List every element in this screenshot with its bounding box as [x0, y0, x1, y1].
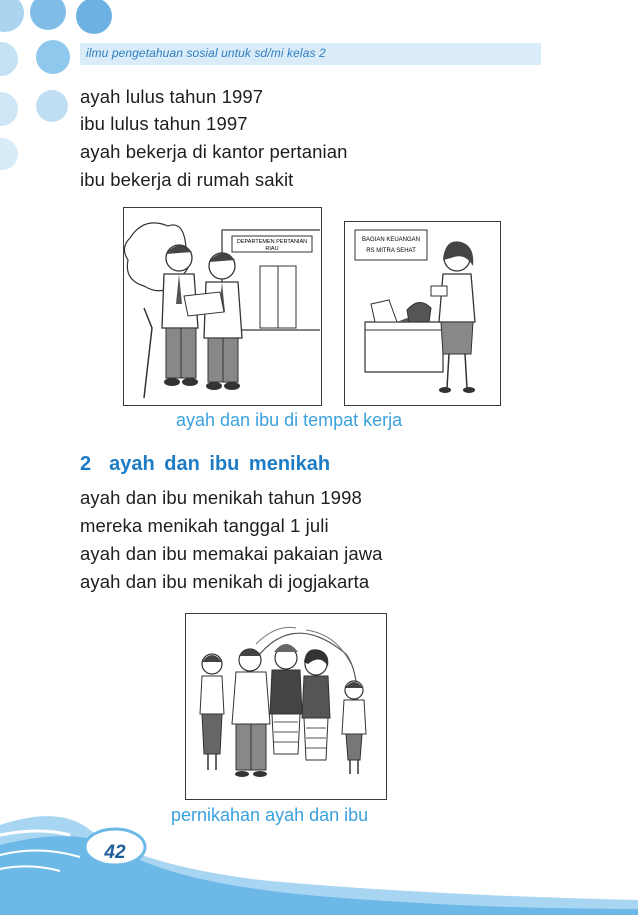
office-sign-line1: DEPARTEMEN PERTANIAN — [236, 239, 308, 245]
text-line: ibu bekerja di rumah sakit — [80, 169, 294, 190]
illustration-office — [123, 207, 322, 406]
text-line: ibu lulus tahun 1997 — [80, 113, 248, 134]
office-sign-line2: RIAU — [265, 246, 279, 252]
text-line: ayah dan ibu menikah tahun 1998 — [80, 487, 362, 508]
text-line: ayah bekerja di kantor pertanian — [80, 141, 348, 162]
header-title: ilmu pengetahuan sosial untuk sd/mi kelas 2 — [86, 46, 326, 60]
text-line: ayah lulus tahun 1997 — [80, 86, 264, 107]
hospital-sign-line2: RS MITRA SEHAT — [366, 248, 416, 254]
section-title: ayah dan ibu menikah — [109, 453, 331, 475]
page-number: 42 — [104, 842, 126, 863]
caption-wedding: pernikahan ayah dan ibu — [171, 805, 369, 825]
hospital-sign-line1: BAGIAN KEUANGAN — [361, 237, 421, 243]
text-line: ayah dan ibu menikah di jogjakarta — [80, 571, 370, 592]
text-line: ayah dan ibu memakai pakaian jawa — [80, 543, 383, 564]
illustration-wedding — [185, 613, 387, 800]
section-heading — [80, 453, 330, 476]
section-number: 2 — [80, 453, 92, 475]
text-line: mereka menikah tanggal 1 juli — [80, 515, 329, 536]
illustration-hospital — [344, 221, 501, 406]
caption-workplace: ayah dan ibu di tempat kerja — [176, 410, 403, 430]
